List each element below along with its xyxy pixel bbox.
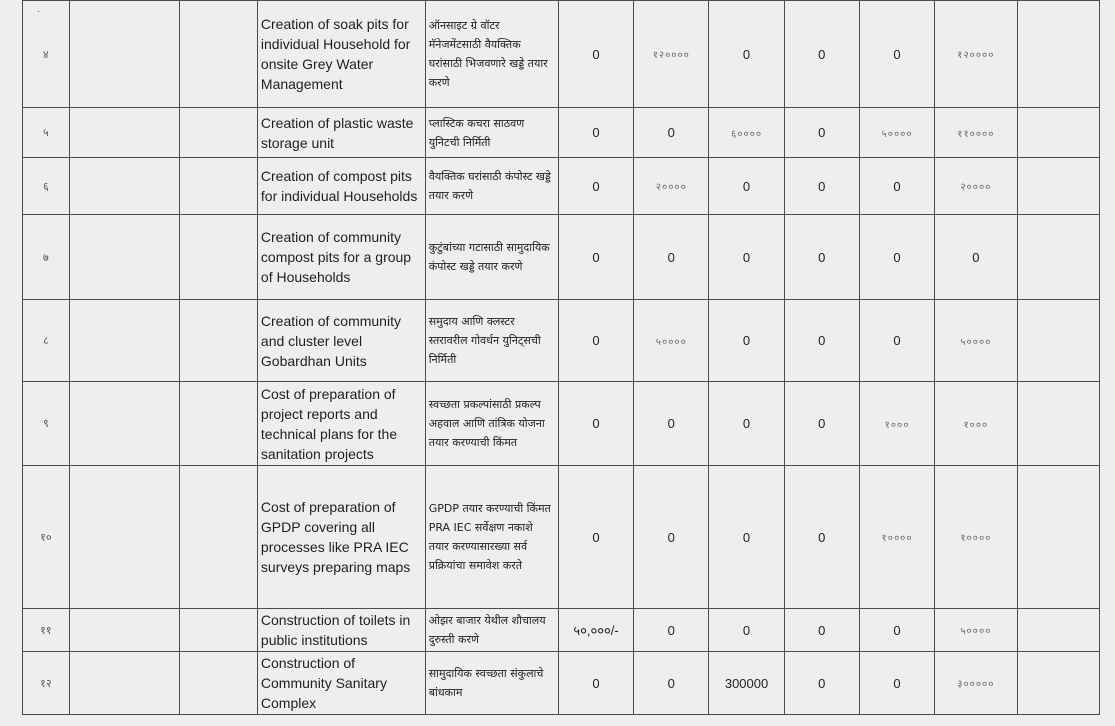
english-description-cell: Creation of plastic waste storage unit — [257, 108, 425, 158]
empty-cell — [179, 1, 257, 108]
empty-cell — [179, 652, 257, 715]
empty-cell — [1017, 215, 1099, 300]
amount-cell: 0 — [784, 1, 859, 108]
table-row — [23, 382, 1100, 466]
english-description-cell: Cost of preparation of project reports and technical plans for the sanitation projects — [257, 382, 425, 466]
table-row — [23, 609, 1100, 652]
english-description-cell: Creation of soak pits for individual Household for onsite Grey Water Management — [257, 1, 425, 108]
amount-cell: 0 — [634, 215, 709, 300]
empty-cell — [179, 382, 257, 466]
amount-cell: 0 — [709, 300, 784, 382]
amount-cell: 0 — [558, 1, 633, 108]
table-row — [23, 1, 1100, 108]
serial-number-cell: ६ — [23, 158, 70, 215]
amount-cell: २०००० — [634, 158, 709, 215]
amount-cell: 0 — [558, 108, 633, 158]
serial-number-cell: १२ — [23, 652, 70, 715]
amount-cell: 0 — [558, 215, 633, 300]
english-description-cell: Construction of toilets in public institutions — [257, 609, 425, 652]
empty-cell — [69, 1, 179, 108]
empty-cell — [179, 300, 257, 382]
marathi-description-cell: समुदाय आणि क्लस्टर स्तरावरील गोवर्धन युनिट्सची निर्मिती — [425, 300, 558, 382]
amount-cell: 0 — [784, 108, 859, 158]
amount-cell: 0 — [784, 158, 859, 215]
empty-cell — [69, 466, 179, 609]
marathi-description-cell: वैयक्तिक घरांसाठी कंपोस्ट खड्डे तयार करणे — [425, 158, 558, 215]
amount-cell: 0 — [709, 466, 784, 609]
empty-cell — [179, 466, 257, 609]
table-row — [23, 108, 1100, 158]
amount-cell: 0 — [859, 609, 934, 652]
english-description-cell: Cost of preparation of GPDP covering all processes like PRA IEC surveys preparing maps — [257, 466, 425, 609]
amount-cell: 0 — [859, 158, 934, 215]
amount-cell: १०००० — [935, 466, 1017, 609]
english-description-cell: Creation of community compost pits for a group of Households — [257, 215, 425, 300]
empty-cell — [69, 215, 179, 300]
amount-cell: १२०००० — [935, 1, 1017, 108]
table-row — [23, 215, 1100, 300]
amount-cell: ६०००० — [709, 108, 784, 158]
amount-cell: ५०००० — [935, 300, 1017, 382]
amount-cell: ५०,०००/- — [558, 609, 633, 652]
empty-cell — [1017, 108, 1099, 158]
amount-cell: 0 — [558, 652, 633, 715]
amount-cell: 300000 — [709, 652, 784, 715]
empty-cell — [179, 158, 257, 215]
empty-cell — [69, 108, 179, 158]
amount-cell: 0 — [784, 609, 859, 652]
amount-cell: १२०००० — [634, 1, 709, 108]
amount-cell: 0 — [709, 609, 784, 652]
table-row — [23, 466, 1100, 609]
english-description-cell: Construction of Community Sanitary Complex — [257, 652, 425, 715]
empty-cell — [1017, 382, 1099, 466]
amount-cell: 0 — [558, 300, 633, 382]
empty-cell — [69, 609, 179, 652]
serial-number-cell: ११ — [23, 609, 70, 652]
amount-cell: १००० — [935, 382, 1017, 466]
amount-cell: 0 — [709, 382, 784, 466]
amount-cell: 0 — [709, 1, 784, 108]
amount-cell: 0 — [634, 382, 709, 466]
marathi-description-cell: कुटुंबांच्या गटासाठी सामुदायिक कंपोस्ट खड्डे तयार करणे — [425, 215, 558, 300]
serial-number-cell: ४ — [23, 1, 70, 108]
amount-cell: १००० — [859, 382, 934, 466]
serial-number-cell: ५ — [23, 108, 70, 158]
amount-cell: 0 — [709, 215, 784, 300]
empty-cell — [1017, 652, 1099, 715]
table-row — [23, 158, 1100, 215]
amount-cell: 0 — [784, 466, 859, 609]
english-description-cell: Creation of compost pits for individual Households — [257, 158, 425, 215]
table-row — [23, 652, 1100, 715]
amount-cell: १०००० — [859, 466, 934, 609]
amount-cell: 0 — [784, 652, 859, 715]
marathi-description-cell: सामुदायिक स्वच्छता संकुलाचे बांधकाम — [425, 652, 558, 715]
marathi-description-cell: GPDP तयार करण्याची किंमत PRA IEC सर्वेक्षण नकाशे तयार करण्यासारख्या सर्व प्रक्रियांचा समावेश करते — [425, 466, 558, 609]
serial-number-cell: ८ — [23, 300, 70, 382]
amount-cell: 0 — [935, 215, 1017, 300]
marathi-description-cell: स्वच्छता प्रकल्पांसाठी प्रकल्प अहवाल आणि तांत्रिक योजना तयार करण्याची किंमत — [425, 382, 558, 466]
serial-number-cell: १० — [23, 466, 70, 609]
amount-cell: 0 — [784, 215, 859, 300]
amount-cell: 0 — [784, 382, 859, 466]
amount-cell: 0 — [558, 466, 633, 609]
empty-cell — [69, 652, 179, 715]
amount-cell: 0 — [634, 108, 709, 158]
marathi-description-cell: ऑनसाइट ग्रे वॉटर मॅनेजमेंटसाठी वैयक्तिक घरांसाठी भिजवणारे खड्डे तयार करणे — [425, 1, 558, 108]
amount-cell: 0 — [634, 609, 709, 652]
amount-cell: ५०००० — [935, 609, 1017, 652]
empty-cell — [179, 108, 257, 158]
table-row — [23, 300, 1100, 382]
serial-number-cell: ९ — [23, 382, 70, 466]
amount-cell: 0 — [859, 300, 934, 382]
amount-cell: ५०००० — [859, 108, 934, 158]
amount-cell: 0 — [859, 215, 934, 300]
amount-cell: २०००० — [935, 158, 1017, 215]
amount-cell: 0 — [634, 466, 709, 609]
empty-cell — [69, 300, 179, 382]
amount-cell: ३००००० — [935, 652, 1017, 715]
empty-cell — [179, 609, 257, 652]
empty-cell — [1017, 1, 1099, 108]
amount-cell: 0 — [859, 1, 934, 108]
amount-cell: 0 — [558, 158, 633, 215]
amount-cell: 0 — [634, 652, 709, 715]
empty-cell — [1017, 466, 1099, 609]
amount-cell: 0 — [859, 652, 934, 715]
amount-cell: ५०००० — [634, 300, 709, 382]
empty-cell — [69, 382, 179, 466]
empty-cell — [179, 215, 257, 300]
marathi-description-cell: ओझर बाजार येथील शौचालय दुरुस्ती करणे — [425, 609, 558, 652]
amount-cell: ११०००० — [935, 108, 1017, 158]
amount-cell: 0 — [784, 300, 859, 382]
amount-cell: 0 — [709, 158, 784, 215]
english-description-cell: Creation of community and cluster level Gobardhan Units — [257, 300, 425, 382]
serial-number-cell: ७ — [23, 215, 70, 300]
empty-cell — [1017, 158, 1099, 215]
marathi-description-cell: प्लास्टिक कचरा साठवण युनिटची निर्मिती — [425, 108, 558, 158]
amount-cell: 0 — [558, 382, 633, 466]
corner-mark: . — [37, 4, 41, 15]
empty-cell — [1017, 300, 1099, 382]
table-body — [23, 1, 1100, 715]
empty-cell — [1017, 609, 1099, 652]
empty-cell — [69, 158, 179, 215]
budget-table — [22, 0, 1100, 715]
